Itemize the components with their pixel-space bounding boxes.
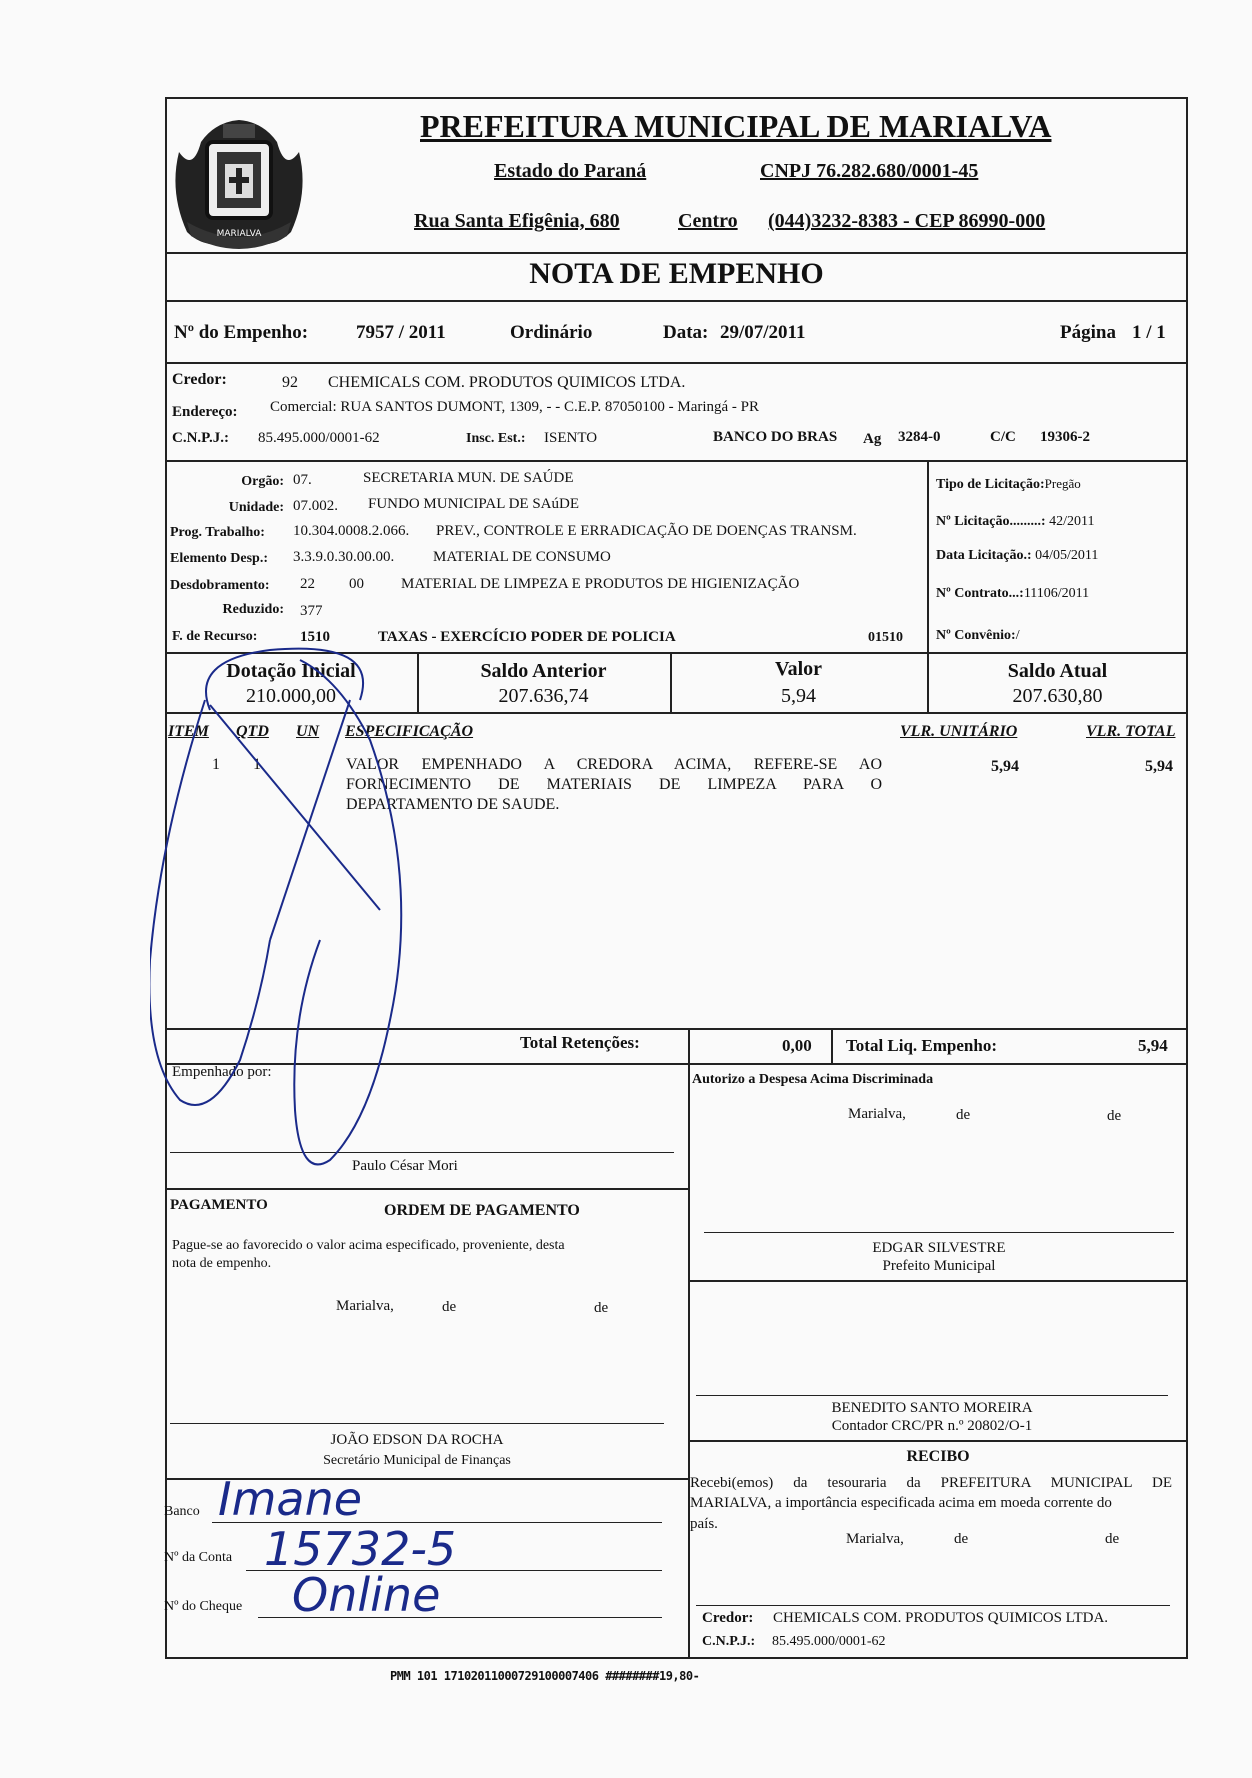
recibo-line-1: Recebi(emos) da tesouraria da PREFEITURA MUNICIPAL DE <box>690 1475 1172 1491</box>
row-item: 1 <box>212 756 220 773</box>
empenho-type: Ordinário <box>510 322 593 343</box>
empenho-number-label: Nº do Empenho: <box>174 322 309 343</box>
licitacao-number-label: Nº Licitação.........: <box>936 514 1046 529</box>
col-header-especificacao: ESPECIFICAÇÃO <box>345 723 474 740</box>
row-spec-line-3: DEPARTAMENTO DE SAUDE. <box>346 796 560 813</box>
conta-label: Nº da Conta <box>164 1550 233 1565</box>
pagamento-text-1: Pague-se ao favorecido o valor acima especificado, proveniente, desta <box>172 1238 565 1253</box>
recurso-code2: 01510 <box>868 630 903 645</box>
tipo-licitacao-label <box>936 476 1081 493</box>
pagamento-de2: de <box>594 1300 609 1316</box>
insc-value: ISENTO <box>544 430 598 446</box>
cnpj-prefeitura: CNPJ 76.282.680/0001-45 <box>760 160 979 182</box>
divider <box>165 252 1188 254</box>
pagamento-text-2: nota de empenho. <box>172 1256 272 1271</box>
unidade-label: Unidade: <box>228 500 284 515</box>
desdobramento-code: 22 <box>300 576 315 592</box>
convenio <box>936 628 1020 644</box>
licitacao-number-value: 42/2011 <box>1049 514 1095 529</box>
recurso-label: F. de Recurso: <box>172 629 258 644</box>
page-label: Página <box>1060 322 1116 343</box>
recibo-line-3: país. <box>690 1516 718 1532</box>
state-name: Estado do Paraná <box>494 160 647 182</box>
row-unit-value: 5,94 <box>991 758 1019 775</box>
empenhado-signer: Paulo César Mori <box>352 1158 458 1174</box>
banco-label: Banco <box>164 1504 200 1519</box>
row-qtd: 1 <box>253 756 261 773</box>
row-spec-line-1: VALOR EMPENHADO A CREDORA ACIMA, REFERE-SE AO <box>346 756 882 773</box>
bank-name: BANCO DO BRAS <box>713 429 838 445</box>
recurso-code: 1510 <box>300 629 330 645</box>
col-header-vlr-unitario: VLR. UNITÁRIO <box>900 723 1018 740</box>
dotacao-inicial-label: Dotação Inicial <box>226 660 356 682</box>
insc-label: Insc. Est.: <box>466 431 526 446</box>
district: Centro <box>678 210 738 232</box>
svg-text:MARIALVA: MARIALVA <box>216 229 262 239</box>
divider <box>165 460 1188 462</box>
reduzido-label: Reduzido: <box>222 602 284 617</box>
col-header-qtd: QTD <box>236 723 269 740</box>
cnpj-label: C.N.P.J.: <box>172 430 229 446</box>
convenio-label: Nº Convênio: <box>936 628 1016 643</box>
contrato-label: Nº Contrato...: <box>936 586 1024 601</box>
desdobramento-label: Desdobramento: <box>170 578 270 593</box>
pagamento-label: PAGAMENTO <box>170 1197 268 1213</box>
saldo-atual-label: Saldo Atual <box>1007 660 1108 682</box>
divider <box>688 1440 1188 1442</box>
credor-address: Comercial: RUA SANTOS DUMONT, 1309, - - C.E.P. 87050100 - Maringá - PR <box>270 399 760 415</box>
empenhado-label: Empenhado por: <box>172 1064 272 1080</box>
empenho-date-label: Data: <box>663 322 709 343</box>
retencoes-value: 0,00 <box>782 1036 812 1055</box>
licitacao-number <box>936 514 1094 530</box>
elemento-code: 3.3.9.0.30.00.00. <box>293 549 395 565</box>
divider <box>688 1280 1188 1282</box>
recibo-de1: de <box>954 1531 969 1547</box>
pagamento-signer: JOÃO EDSON DA ROCHA <box>330 1432 504 1448</box>
recibo-credor-label: Credor: <box>702 1610 754 1626</box>
agency-label: Ag <box>863 431 882 447</box>
orgao-code: 07. <box>293 472 312 488</box>
recurso-name: TAXAS - EXERCÍCIO PODER DE POLICIA <box>378 629 676 645</box>
pagamento-role: Secretário Municipal de Finanças <box>323 1453 511 1468</box>
retencoes-label: Total Retenções: <box>520 1033 640 1052</box>
divider <box>688 1063 690 1659</box>
divider <box>831 1028 833 1064</box>
signature-line <box>696 1395 1168 1396</box>
footer-code: PMM 101 17102011000729100007406 ########19,80- <box>390 1669 700 1683</box>
credor-name: CHEMICALS COM. PRODUTOS QUIMICOS LTDA. <box>328 374 686 391</box>
desdobramento-sub: 00 <box>349 576 364 592</box>
elemento-name: MATERIAL DE CONSUMO <box>433 549 611 565</box>
street-address: Rua Santa Efigênia, 680 <box>414 210 620 232</box>
col-header-item: ITEM <box>168 723 209 740</box>
prog-name: PREV., CONTROLE E ERRADICAÇÃO DE DOENÇAS TRANSM. <box>436 523 857 539</box>
licitacao-date-value: 04/05/2011 <box>1035 548 1099 563</box>
row-spec-line-2: FORNECIMENTO DE MATERIAIS DE LIMPEZA PARA O <box>346 776 882 793</box>
empenho-date: 29/07/2011 <box>720 322 806 343</box>
recibo-de2: de <box>1105 1531 1120 1547</box>
recibo-title: RECIBO <box>906 1448 970 1465</box>
dotacao-inicial-value: 210.000,00 <box>246 685 336 707</box>
pagamento-de1: de <box>442 1299 457 1315</box>
recibo-place: Marialva, <box>846 1531 904 1547</box>
valor-label: Valor <box>774 658 823 680</box>
valor-value: 5,94 <box>781 685 816 707</box>
prefeitura-title: PREFEITURA MUNICIPAL DE MARIALVA <box>420 108 1052 144</box>
contrato <box>936 586 1089 602</box>
recibo-credor-name: CHEMICALS COM. PRODUTOS QUIMICOS LTDA. <box>773 1610 1109 1626</box>
pagamento-place: Marialva, <box>336 1298 394 1314</box>
empenho-number: 7957 / 2011 <box>356 322 446 343</box>
liquido-value: 5,94 <box>1138 1036 1168 1055</box>
col-header-vlr-total: VLR. TOTAL <box>1086 723 1176 740</box>
unidade-name: FUNDO MUNICIPAL DE SAúDE <box>368 496 579 512</box>
contador-signer: BENEDITO SANTO MOREIRA <box>831 1400 1033 1416</box>
banco-handwritten: Imane <box>218 1472 363 1526</box>
convenio-value: / <box>1015 628 1020 643</box>
conta-handwritten: 15732-5 <box>264 1522 457 1576</box>
liquido-label: Total Liq. Empenho: <box>846 1036 997 1055</box>
address-label: Endereço: <box>172 404 238 420</box>
row-total-value: 5,94 <box>1145 758 1173 775</box>
saldo-atual-value: 207.630,80 <box>1012 685 1103 707</box>
prog-code: 10.304.0008.2.066. <box>293 523 410 539</box>
recibo-cnpj-value: 85.495.000/0001-62 <box>772 1634 886 1649</box>
autorizo-signer: EDGAR SILVESTRE <box>872 1240 1006 1256</box>
recibo-cnpj-label: C.N.P.J.: <box>702 1634 756 1649</box>
reduzido-value: 377 <box>300 603 323 619</box>
signature-line <box>170 1423 664 1424</box>
account-label: C/C <box>990 429 1016 445</box>
document-title: NOTA DE EMPENHO <box>529 257 824 290</box>
licitacao-date-label: Data Licitação.: <box>936 548 1032 563</box>
handwritten-signature <box>150 640 470 1200</box>
saldo-anterior-label: Saldo Anterior <box>480 660 607 682</box>
account-value: 19306-2 <box>1040 429 1090 445</box>
col-header-un: UN <box>296 723 320 740</box>
saldo-anterior-value: 207.636,74 <box>498 685 589 707</box>
autorizo-role: Prefeito Municipal <box>882 1258 996 1274</box>
prog-label: Prog. Trabalho: <box>170 525 265 540</box>
tipo-licitacao-label-text: Tipo de Licitação: <box>936 477 1045 492</box>
orgao-name: SECRETARIA MUN. DE SAÚDE <box>363 470 574 486</box>
coat-of-arms-logo <box>167 112 312 262</box>
desdobramento-name: MATERIAL DE LIMPEZA E PRODUTOS DE HIGIENIZAÇÃO <box>401 576 800 592</box>
autorizo-place: Marialva, <box>848 1106 906 1122</box>
cheque-label: Nº do Cheque <box>164 1599 243 1614</box>
elemento-label: Elemento Desp.: <box>170 551 268 566</box>
signature-line <box>696 1605 1170 1606</box>
autorizo-label: Autorizo a Despesa Acima Discriminada <box>692 1072 934 1087</box>
ordem-pagamento-label: ORDEM DE PAGAMENTO <box>384 1202 580 1219</box>
unidade-code: 07.002. <box>293 498 338 514</box>
page-number: 1 / 1 <box>1132 322 1166 343</box>
credor-cnpj: 85.495.000/0001-62 <box>258 430 380 446</box>
recibo-line-2: MARIALVA, a importância especificada acima em moeda corrente do <box>690 1495 1112 1511</box>
phone-cep: (044)3232-8383 - CEP 86990-000 <box>768 210 1046 232</box>
divider <box>165 300 1188 302</box>
credor-label: Credor: <box>172 371 227 388</box>
contrato-value: 11106/2011 <box>1023 586 1090 601</box>
signature-line <box>704 1232 1174 1233</box>
divider <box>688 1028 690 1064</box>
cheque-handwritten: Online <box>292 1568 441 1622</box>
licitacao-date <box>936 548 1098 564</box>
divider <box>165 362 1188 364</box>
autorizo-de1: de <box>956 1107 971 1123</box>
orgao-label: Orgão: <box>241 474 284 489</box>
tipo-licitacao-value: Pregão <box>1044 476 1081 491</box>
divider <box>927 460 929 652</box>
autorizo-de2: de <box>1107 1108 1122 1124</box>
credor-code: 92 <box>282 374 298 391</box>
contador-role: Contador CRC/PR n.º 20802/O-1 <box>831 1418 1033 1434</box>
agency-value: 3284-0 <box>898 429 941 445</box>
